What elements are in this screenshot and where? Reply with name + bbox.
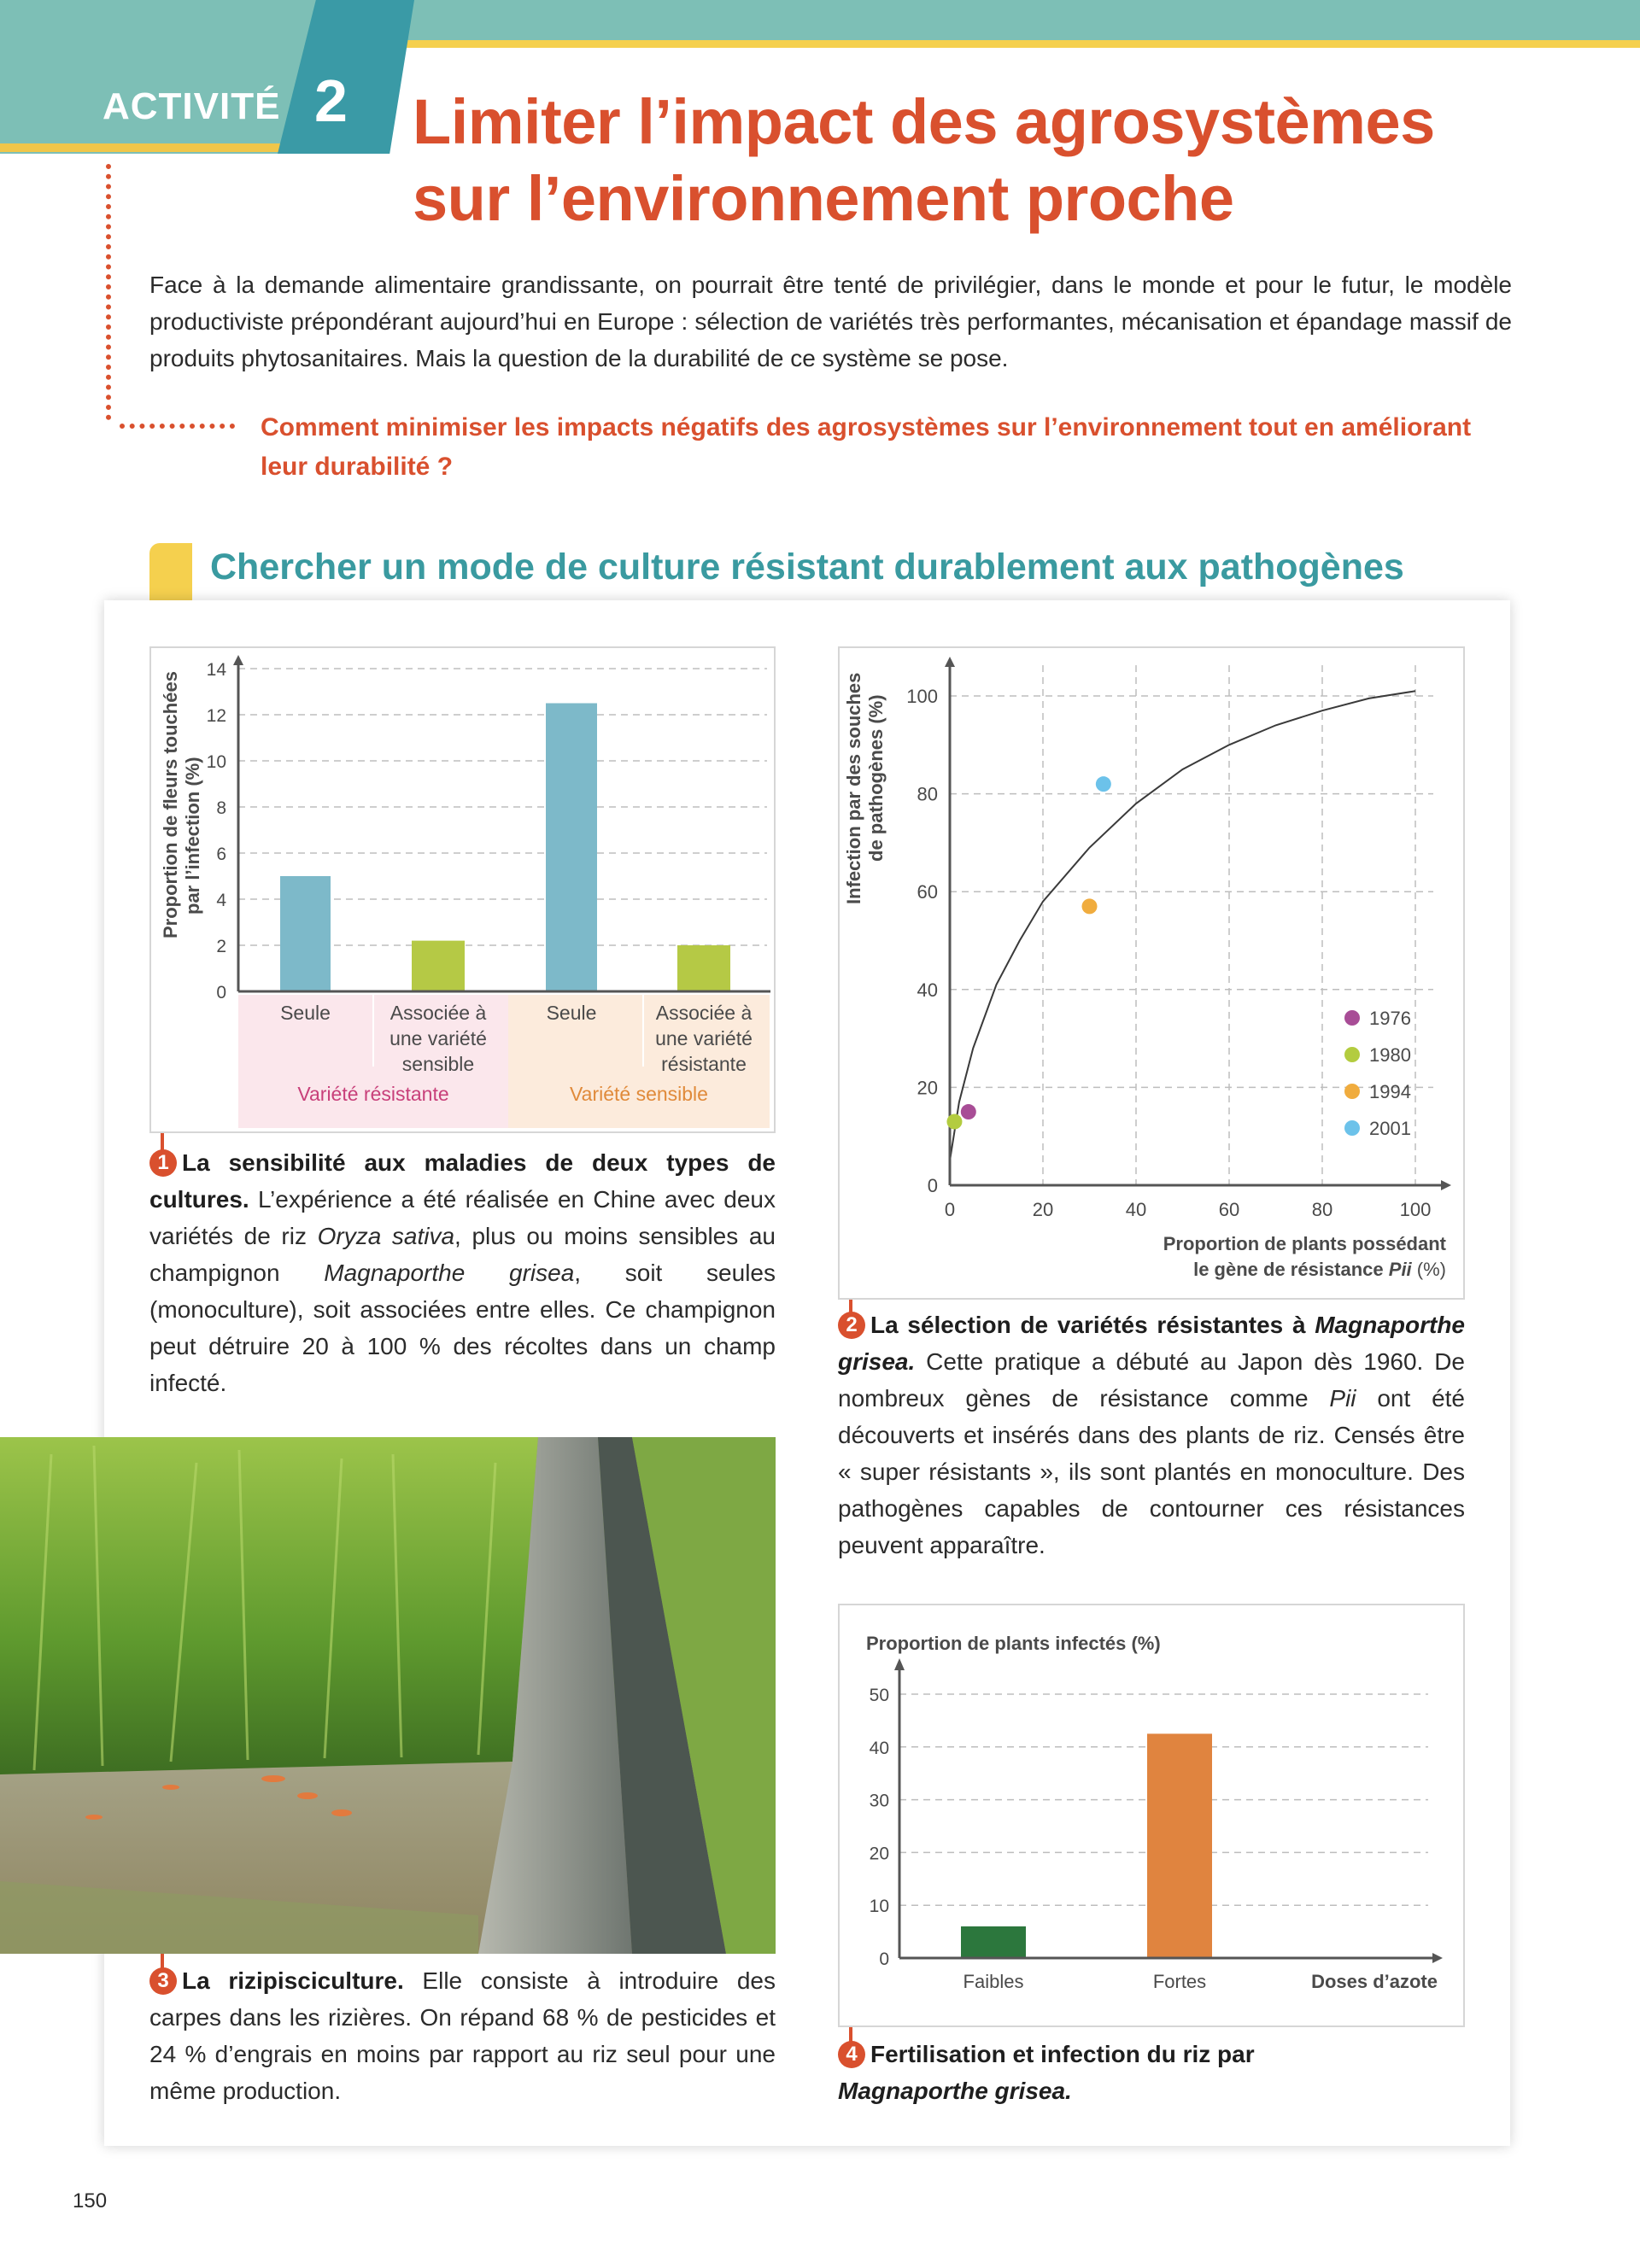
section-marker (149, 543, 192, 601)
doc-number-badge: 4 (838, 2041, 865, 2068)
category-label: une variété (655, 1027, 753, 1049)
data-point-1980 (946, 1114, 962, 1130)
x-tick-label: 100 (1399, 1199, 1432, 1220)
category-label: Seule (280, 1002, 331, 1024)
legend-marker (1344, 1047, 1360, 1062)
doc-title: La sensibilité aux maladies de deux types de cultures. (149, 1149, 776, 1213)
y-tick-label: 4 (216, 891, 226, 910)
doc-title-species: Magnaporthe grisea. (838, 2078, 1072, 2104)
page-number: 150 (73, 2189, 108, 2212)
legend-marker (1344, 1084, 1360, 1099)
rice-fish-farming-photo (0, 1437, 776, 1954)
x-tick-label: 80 (1311, 1199, 1333, 1220)
y-axis-arrow (894, 1658, 905, 1670)
y-axis-label: Infection par des souches (843, 672, 864, 904)
doc-number-badge: 2 (838, 1312, 865, 1339)
title-line-1: Limiter l’impact des agrosystèmes (413, 86, 1435, 157)
activity-label: ACTIVITÉ (102, 85, 281, 127)
legend-label: 2001 (1369, 1118, 1411, 1139)
doc-number-badge: 3 (149, 1967, 177, 1995)
section-title: Chercher un mode de culture résistant durablement aux pathogènes (210, 547, 1404, 587)
legend-marker (1344, 1010, 1360, 1026)
x-tick-label: 0 (944, 1199, 956, 1220)
species-name: Magnaporthe grisea (324, 1260, 575, 1286)
page-title (413, 84, 1540, 237)
doc-2-caption (838, 1306, 1465, 1564)
y-tick-label: 12 (206, 706, 226, 726)
chart-resistance-gene (838, 646, 1465, 1300)
chart-flower-infection (149, 646, 776, 1133)
doc-3-caption (149, 1962, 776, 2109)
y-axis-arrow (945, 657, 955, 667)
y-tick-label: 40 (917, 979, 938, 1001)
y-tick-label: 10 (206, 752, 226, 772)
chart-4-svg (840, 1605, 1467, 2029)
x-axis-arrow (1441, 1180, 1451, 1190)
doc-4-caption (838, 2036, 1465, 2109)
group-label: Variété résistante (297, 1083, 449, 1105)
legend-label: 1976 (1369, 1008, 1411, 1029)
bar (546, 704, 597, 992)
activity-number: 2 (314, 67, 348, 134)
y-tick-label: 40 (869, 1738, 889, 1758)
activity-tab (0, 0, 325, 154)
y-axis-arrow (233, 655, 243, 665)
y-axis-label: de pathogènes (%) (865, 694, 887, 862)
y-axis-label-group (160, 671, 203, 938)
y-tick-label: 100 (906, 686, 938, 707)
y-tick-label: 0 (879, 1949, 889, 1969)
chart-title: Proportion de plants infectés (%) (866, 1633, 1161, 1654)
x-axis-label-part: le gène de résistance (1193, 1259, 1389, 1280)
species-name: Oryza sativa (317, 1223, 455, 1249)
group-label: Variété sensible (570, 1083, 708, 1105)
y-axis-label-group (843, 673, 887, 904)
x-axis-label: Proportion de plants possédant (1163, 1233, 1446, 1254)
doc-title: Fertilisation et infection du riz par (870, 2041, 1255, 2067)
legend-marker (1344, 1120, 1360, 1136)
dotted-connector (106, 164, 111, 420)
problem-question: Comment minimiser les impacts négatifs des agrosystèmes sur l’environnement tout en améliorant leur durabilité ? (261, 413, 1472, 481)
data-point-1976 (961, 1104, 976, 1119)
gene-name: Pii (1329, 1385, 1356, 1412)
bar (677, 945, 730, 991)
y-tick-label: 30 (869, 1791, 889, 1811)
y-tick-label: 6 (216, 845, 226, 864)
x-tick-label: 40 (1125, 1199, 1147, 1220)
y-tick-label: 60 (917, 881, 938, 903)
chart-nitrogen-infection (838, 1604, 1465, 2027)
data-point-2001 (1096, 776, 1111, 792)
activity-yellow-line (0, 143, 308, 152)
header-yellow-line (397, 40, 1640, 48)
x-axis-label-unit: (%) (1411, 1259, 1446, 1280)
y-tick-label: 80 (917, 783, 938, 805)
doc-1-caption (149, 1144, 776, 1401)
photo-illustration (0, 1437, 776, 1954)
y-tick-label: 2 (216, 937, 226, 956)
caption-text: L’expérience a été réalisée en Chine avec deux variétés de riz (149, 1186, 776, 1249)
doc-number-badge: 1 (149, 1149, 177, 1177)
bar (1147, 1733, 1212, 1958)
y-tick-label: 20 (869, 1844, 889, 1864)
y-axis-label: Proportion de fleurs touchées (160, 671, 181, 938)
y-tick-label: 8 (216, 798, 226, 818)
caption-text: Elle consiste à introduire des carpes dans les rizières. On répand 68 % de pesticides et 24 % d’engrais en moins par rapport au riz seul pour une même production. (149, 1967, 776, 2104)
y-tick-label: 10 (869, 1897, 889, 1917)
doc-title: La rizipisciculture. (182, 1967, 404, 1994)
category-label: Seule (546, 1002, 597, 1024)
chart-2-svg (840, 648, 1467, 1301)
intro-paragraph: Face à la demande alimentaire grandissante, on pourrait être tenté de privilégier, dans le monde et pour le futur, le modèle productiviste prépondérant aujourd’hui en Europe : sélection de variétés très performantes, mécanisation et épandage massif de produits phytosanitaires. Mais la question de la durabilité de ce système se pose. (149, 272, 1512, 371)
y-tick-label: 20 (917, 1077, 938, 1099)
gene-name: Pii (1388, 1259, 1412, 1280)
y-tick-label: 0 (216, 983, 226, 1002)
legend-label: 1980 (1369, 1044, 1411, 1066)
bar (280, 876, 331, 991)
bar (961, 1926, 1026, 1958)
category-label: sensible (401, 1053, 475, 1075)
x-axis-label-line2 (1193, 1259, 1446, 1280)
chart-1-svg (151, 648, 777, 1135)
category-label: Associée à (655, 1002, 753, 1024)
bar (412, 941, 465, 991)
y-axis-label: par l’infection (%) (182, 757, 203, 915)
legend-label: 1994 (1369, 1081, 1411, 1102)
category-label: Associée à (390, 1002, 487, 1024)
caption-text: , soit seules (monoculture), soit associées entre elles. Ce champignon peut détruire 20 à 100 % des récoltes dans un champ infecté. (149, 1260, 776, 1396)
doc-title: La sélection de variétés résistantes à (870, 1312, 1315, 1338)
x-tick-label: 60 (1218, 1199, 1240, 1220)
x-tick-label: 20 (1032, 1199, 1054, 1220)
x-axis-arrow (1432, 1953, 1443, 1963)
category-label: résistante (661, 1053, 747, 1075)
category-label: une variété (390, 1027, 487, 1049)
doc-title-species: Magnaporthe grisea. (838, 1312, 1465, 1375)
dotted-connector-horizontal (120, 424, 235, 429)
y-tick-label: 50 (869, 1686, 889, 1705)
y-tick-label: 0 (927, 1175, 938, 1196)
caption-text: Cette pratique a débuté au Japon dès 1960. De nombreux gènes de résistance comme (838, 1348, 1465, 1412)
y-tick-label: 14 (206, 660, 226, 680)
category-label: Faibles (963, 1971, 1024, 1992)
caption-text: , plus ou moins sensibles au champignon (149, 1223, 776, 1286)
x-axis-label: Doses d’azote (1311, 1971, 1438, 1992)
title-line-2: sur l’environnement proche (413, 163, 1234, 234)
category-label: Fortes (1152, 1971, 1207, 1992)
data-point-1994 (1082, 898, 1098, 914)
caption-text: ont été découverts et insérés dans des plants de riz. Censés être « super résistants », ils sont plantés en monoculture. Des pathogènes capables de contourner ces résistances peuvent apparaître. (838, 1385, 1465, 1558)
